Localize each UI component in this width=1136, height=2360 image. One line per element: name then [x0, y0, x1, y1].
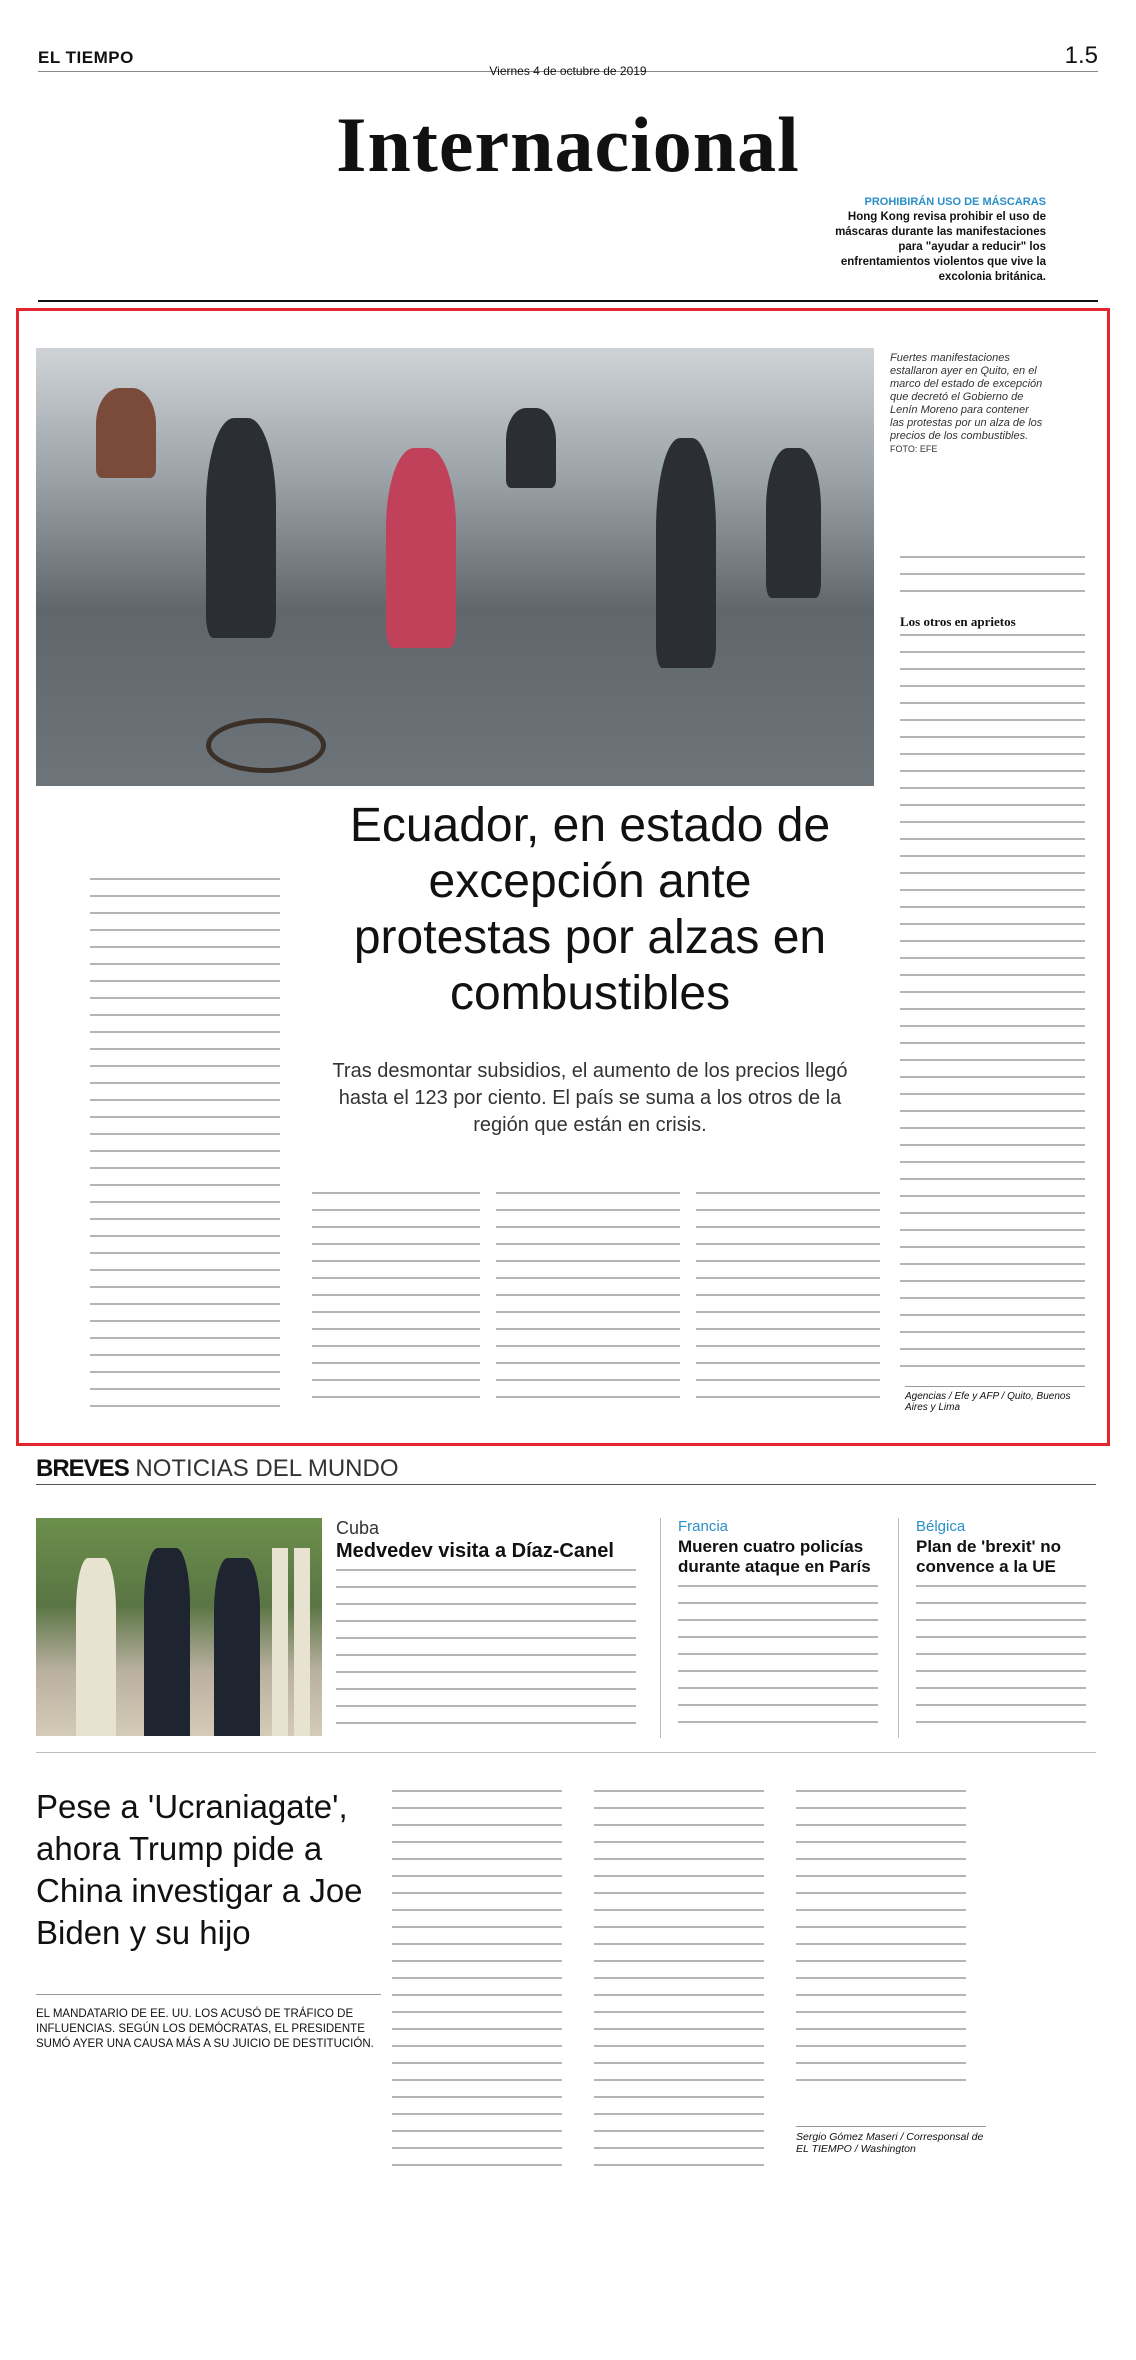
- trump-column-2: [594, 1790, 764, 2170]
- breves-label-rest: NOTICIAS DEL MUNDO: [135, 1455, 399, 1482]
- body-column-5b: [900, 634, 1085, 1374]
- brief-cuba: [336, 1518, 636, 1729]
- teaser-body: Hong Kong revisa prohibir el uso de máscaras durante las manifestaciones para "ayudar a reducir" los enfrentamientos violentos que vive la excolonia británica.: [835, 211, 1046, 283]
- feature-photo-protest: [36, 348, 874, 786]
- body-column-1: [90, 878, 280, 1408]
- body-column-3: [496, 1192, 680, 1408]
- breves-bottom-rule: [36, 1752, 1096, 1753]
- feature-deck: Tras desmontar subsidios, el aumento de los precios llegó hasta el 123 por ciento. El país se suma a los otros de la región que están en crisis.: [332, 1060, 848, 1136]
- feature-headline: Ecuador, en estado de excepción ante protestas por alzas en combustibles: [349, 799, 831, 1020]
- section-rule: [38, 300, 1098, 302]
- teaser-hong-kong: [816, 196, 1046, 285]
- body-column-4: [696, 1192, 880, 1408]
- body-column-2: [312, 1192, 480, 1408]
- trump-headline: Pese a 'Ucraniagate', ahora Trump pide a China investigar a Joe Biden y su hijo: [36, 1788, 363, 1951]
- page-number: 1.5: [1064, 42, 1098, 69]
- caption-credit: FOTO: EFE: [890, 444, 938, 454]
- subhead-otros-aprietos: Los otros en aprietos: [900, 614, 1016, 629]
- brief-title: Mueren cuatro policías durante ataque en París: [678, 1537, 871, 1576]
- brief-body: [336, 1569, 636, 1729]
- breves-label-bold: BREVES: [36, 1455, 129, 1482]
- brief-belgica: [916, 1518, 1086, 1735]
- section-title: Internacional: [336, 101, 800, 188]
- brief-divider: [898, 1518, 899, 1738]
- trump-deck: EL MANDATARIO DE EE. UU. LOS ACUSÓ DE TRÁFICO DE INFLUENCIAS. SEGÚN LOS DEMÓCRATAS, EL PRESIDENTE SUMÓ AYER UNA CAUSA MÁS A SU JUICIO DE DESTITUCIÓN.: [36, 1994, 381, 2052]
- brief-divider: [660, 1518, 661, 1738]
- trump-column-3: [796, 1790, 966, 2090]
- brief-country: Francia: [678, 1518, 729, 1535]
- brief-francia: [678, 1518, 878, 1735]
- feature-byline: Agencias / Efe y AFP / Quito, Buenos Aires y Lima: [905, 1386, 1085, 1413]
- newspaper-brand: EL TIEMPO: [38, 48, 134, 67]
- breves-header: [36, 1455, 1096, 1485]
- body-column-5a: [900, 556, 1085, 606]
- caption-text: Fuertes manifestaciones estallaron ayer en Quito, en el marco del estado de excepción que decretó el Gobierno de Lenín Moreno para contener las protestas por un alza de los precios de los combustibles.: [890, 352, 1043, 442]
- trump-byline: Sergio Gómez Maseri / Corresponsal de EL TIEMPO / Washington: [796, 2126, 986, 2155]
- photo-caption: [890, 352, 1045, 456]
- brief-body: [678, 1585, 878, 1735]
- brief-body: [916, 1585, 1086, 1735]
- brief-country: Bélgica: [916, 1518, 966, 1535]
- teaser-head: PROHIBIRÁN USO DE MÁSCARAS: [864, 196, 1046, 208]
- trump-column-1: [392, 1790, 562, 2170]
- brief-country: Cuba: [336, 1518, 380, 1538]
- masthead: [38, 42, 1098, 78]
- brief-title: Plan de 'brexit' no convence a la UE: [916, 1537, 1062, 1576]
- issue-date: Viernes 4 de octubre de 2019: [489, 64, 647, 78]
- brief-title: Medvedev visita a Díaz-Canel: [336, 1540, 614, 1562]
- brief-photo-medvedev: [36, 1518, 322, 1736]
